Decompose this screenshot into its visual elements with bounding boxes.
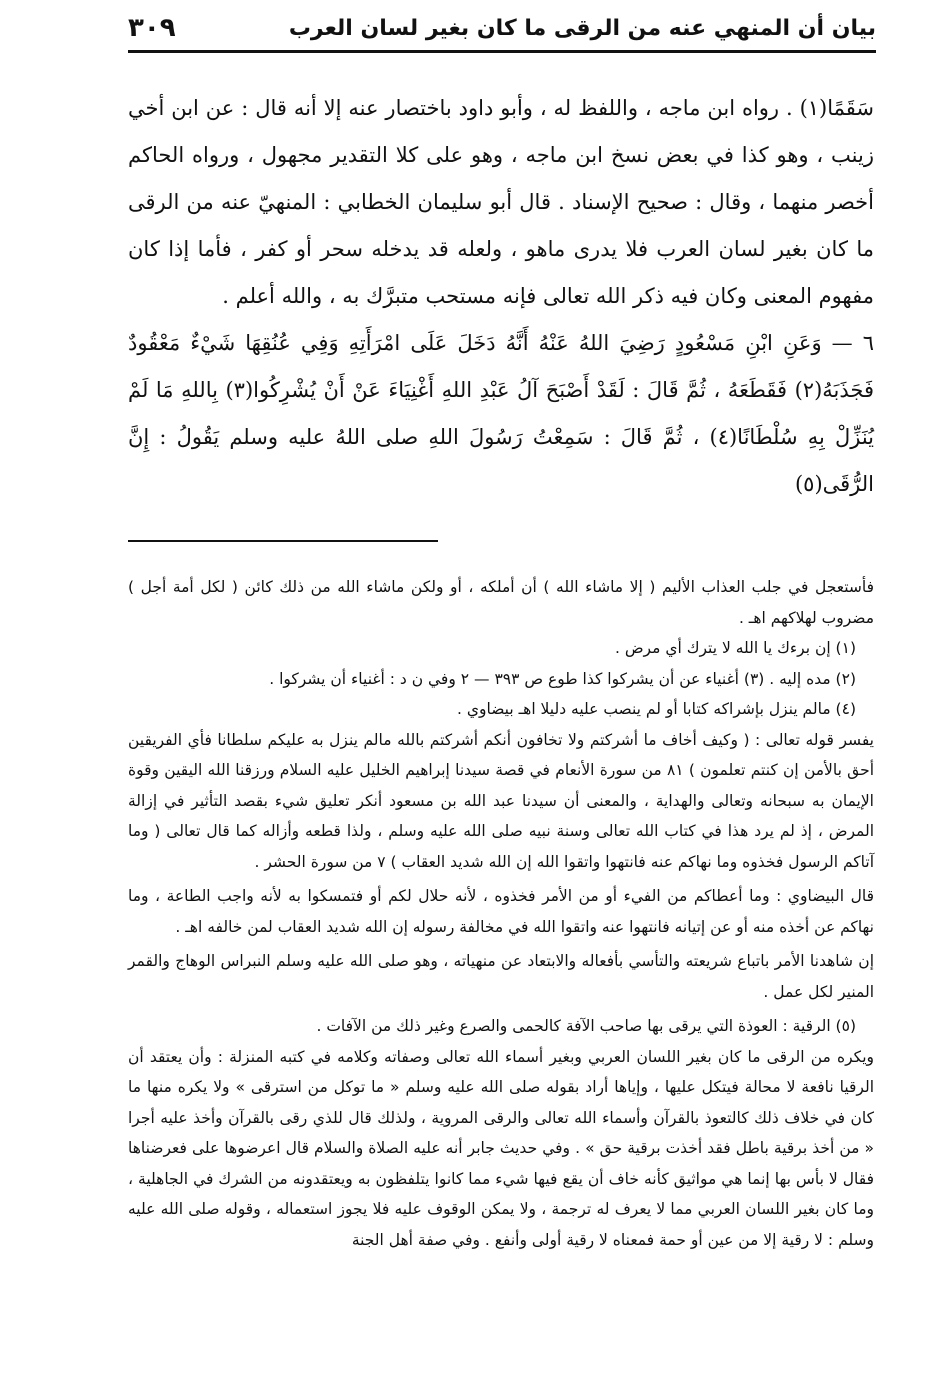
main-text (128, 85, 874, 508)
footnote-1: (١) إن برءك يا الله لا يترك أي مرض . (614, 639, 856, 657)
footnotes (128, 572, 874, 1255)
hadith-paragraph: ٦ — وَعَنِ ابْنِ مَسْعُودٍ رَضِيَ اللهُ عَنْهُ أَنَّهُ دَخَلَ عَلَى امْرَأَتِهِ وَفِي عُنُقِهَا شَيْءٌ مَعْقُودٌ فَجَذَبَهُ(٢) فَقَطَعَهُ ، ثُمَّ قَالَ : لَقَدْ أَصْبَحَ آلُ عَبْدِ اللهِ أَغْنِيَاءَ عَنْ أَنْ يُشْرِكُوا(٣) بِاللهِ مَا لَمْ يُنَزِّلْ بِهِ سُلْطَانًا(٤) ، ثُمَّ قَالَ : سَمِعْتُ رَسُولَ اللهِ صلى اللهُ عليه وسلم يَقُولُ : إِنَّ الرُّقَى(٥) (128, 331, 875, 496)
footnote-last: ويكره من الرقى ما كان بغير اللسان العربي وبغير أسماء الله تعالى وصفاته وكلامه في كتبه المنزلة : وأن يعتقد أن الرقيا نافعة لا محالة فيتكل عليها ، وإياها أراد بقوله صلى الله عليه وسلم « ما توكل من استرقى » ولا يكره منها ما كان في خلاف ذلك كالتعوذ بالقرآن وأسماء الله تعالى والرقى المروية ، ولذلك قال للذي رقى بالقرآن وأخذ عليه أجرا « من أخذ برقية باطل فقد أخذت برقية حق » . وفي حديث جابر أنه عليه الصلاة والسلام قال اعرضوها على فعرضناها فقال لا بأس بها إنما هي مواثيق كأنه خاف أن يقع فيها شيء مما كانوا يتلفظون به ويعتقدونه من الشرك في الجاهلية ، وما كان بغير اللسان العربي مما لا يعرف له ترجمة ، ولا يمكن الوقوف عليه فلا يجوز استعماله ، وقوله صلى الله عليه وسلم : لا رقية إلا من عين أو حمة فمعناه لا رقية أولى وأنفع . وفي صفة أهل الجنة (128, 1047, 874, 1249)
footnote-shahid: إن شاهدنا الأمر باتباع شريعته والتأسي بأفعاله والابتعاد عن منهياته ، وهو صلى الله عليه وسلم النبراس الوهاج والقمر المنير لكل عمل . (128, 952, 874, 1001)
footnote-baydawi: قال البيضاوي : وما أعطاكم من الفيء أو من الأمر فخذوه ، لأنه حلال لكم أو فتمسكوا به لأنه واجب الطاعة ، وما نهاكم عن أخذه منه أو عن إتيانه فانتهوا عنه واتقوا الله في مخالفة رسوله إن الله شديد العقاب لمن خالفه اهـ . (128, 887, 874, 936)
footnote-2-3: (٢) مده إليه . (٣) أغنياء عن أن يشركوا كذا طوع ص ٣٩٣ — ٢ وفي ن د : أغنياء أن يشركوا . (269, 669, 856, 688)
header-rule (128, 50, 876, 53)
page-header (128, 8, 876, 48)
footnote-tafsir: يفسر قوله تعالى : ( وكيف أخاف ما أشركتم ولا تخافون أنكم أشركتم بالله مالم ينزل به عليكم سلطانا فأي الفريقين أحق بالأمن إن كنتم تعلمون ) ٨١ من سورة الأنعام في قصة سيدنا إبراهيم الخليل عليه السلام ورزقنا الله اليقين وقوة الإيمان به سبحانه وتعالى والهداية ، والمعنى أن سيدنا عبد الله بن مسعود أنكر تعليق شيء بقصد التأثير في إزالة المرض ، إذ لم يرد هذا في كتاب الله تعالى وسنة نبيه صلى الله عليه وسلم ، ولذا قطعه وأزاله كما قال تعالى ( وما آتاكم الرسول فخذوه وما نهاكم عنه فانتهوا واتقوا الله إن الله شديد العقاب ) ٧ من سورة الحشر . (128, 730, 874, 871)
footnote-separator (128, 540, 438, 542)
footnote-5: (٥) الرقية : العوذة التي يرقى بها صاحب الآفة كالحمى والصرع وغير ذلك من الآفات . (316, 1017, 856, 1035)
footnote-intro: فأستعجل في جلب العذاب الأليم ( إلا ماشاء الله ) أن أملكه ، أو ولكن ماشاء الله من ذلك كائن ( لكل أمة أجل ) مضروب لهلاكهم اهـ . (128, 578, 874, 627)
page-number: ٣٠٩ (128, 13, 176, 43)
main-paragraph: سَقَمًا(١) . رواه ابن ماجه ، واللفظ له ، وأبو داود باختصار عنه إلا أنه قال : عن ابن أخي زينب ، وهو كذا في بعض نسخ ابن ماجه ، وهو على كلا التقدير مجهول ، ورواه الحاكم أخصر منهما ، وقال : صحيح الإسناد . قال أبو سليمان الخطابي : المنهيّ عنه من الرقى ما كان بغير لسان العرب فلا يدرى ماهو ، ولعله قد يدخله سحر أو كفر ، فأما إذا كان مفهوم المعنى وكان فيه ذكر الله تعالى فإنه مستحب متبرَّك به ، والله أعلم . (128, 96, 874, 308)
footnote-4: (٤) مالم ينزل بإشراكه كتابا أو لم ينصب عليه دليلا اهـ بيضاوي . (457, 700, 856, 718)
running-title: بيان أن المنهي عنه من الرقى ما كان بغير لسان العرب (288, 15, 876, 41)
